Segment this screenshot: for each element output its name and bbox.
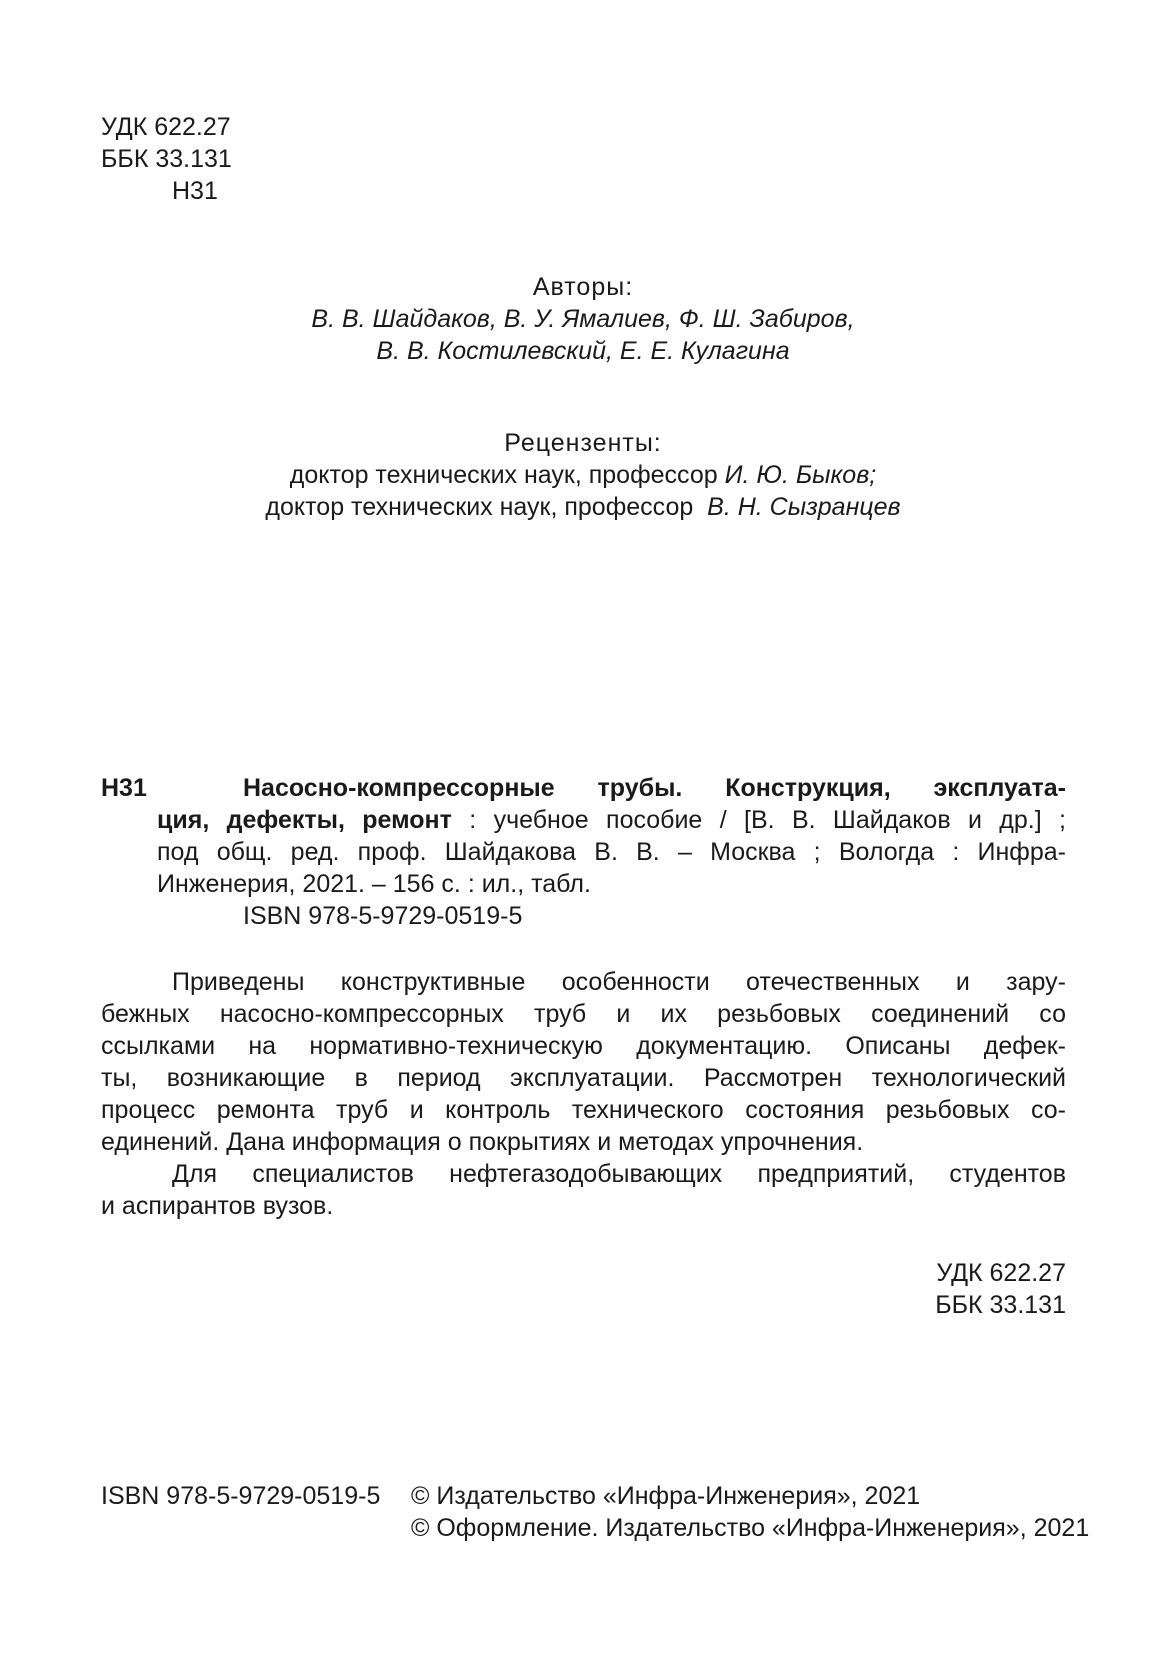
abstract-line: единений. Дана информация о покрытиях и методах упрочнения. (101, 1128, 864, 1156)
authors-block (0, 271, 1166, 367)
reviewers-label: Рецензенты: (504, 429, 662, 457)
audience-line-1: Для специалистов нефтегазодобывающих предприятий, студентов (172, 1160, 1066, 1188)
biblio-type: : учебное пособие / [В. В. Шайдаков и др.] ; (451, 806, 1066, 834)
abstract-line: Приведены конструктивные особенности отечественных и зару- (172, 968, 1066, 996)
audience-line-2: и аспирантов вузов. (101, 1192, 334, 1220)
bibliographic-record (101, 772, 1066, 932)
copyright-publisher: © Издательство «Инфра-Инженерия», 2021 (411, 1482, 921, 1510)
author-code: Н31 (172, 177, 218, 205)
udk-code: УДК 622.27 (101, 113, 231, 141)
abstract (101, 966, 1066, 1222)
reviewers-block (0, 427, 1166, 523)
biblio-isbn: ISBN 978-5-9729-0519-5 (243, 902, 523, 930)
reviewer-1-name: И. Ю. Быков; (724, 461, 877, 489)
authors-line-2: В. В. Костилевский, Е. Е. Кулагина (376, 337, 790, 365)
bibliographic-code: Н31 (101, 774, 147, 802)
biblio-line-2 (157, 804, 1066, 836)
abstract-line: бежных насосно-компрессорных труб и их резьбовых соединений со (101, 1000, 1066, 1028)
footer-isbn: ISBN 978-5-9729-0519-5 (101, 1482, 381, 1510)
classification-block-top (101, 111, 232, 207)
bbk-code: ББК 33.131 (101, 145, 232, 173)
reviewer-2 (0, 491, 1166, 523)
biblio-title-line-1: Насосно-компрессорные трубы. Конструкция, эксплуата- (243, 774, 1066, 802)
authors-label: Авторы: (532, 273, 634, 301)
biblio-line-3: под общ. ред. проф. Шайдакова В. В. – Москва ; Вологда : Инфра- (157, 838, 1066, 866)
biblio-title-end: ция, дефекты, ремонт (157, 806, 452, 834)
reviewer-1-title: доктор технических наук, профессор (289, 461, 725, 489)
abstract-line: ссылками на нормативно-техническую документацию. Описаны дефек- (101, 1032, 1066, 1060)
biblio-line-4: Инженерия, 2021. – 156 с. : ил., табл. (157, 870, 591, 898)
classification-block-bottom (850, 1257, 1066, 1321)
udk-code-bottom: УДК 622.27 (936, 1259, 1066, 1287)
copyright-lines (411, 1480, 1089, 1544)
reviewer-1 (0, 459, 1166, 491)
copyright-design: © Оформление. Издательство «Инфра-Инженерия», 2021 (411, 1514, 1090, 1542)
abstract-line: ты, возникающие в период эксплуатации. Рассмотрен технологический (101, 1064, 1066, 1092)
bbk-code-bottom: ББК 33.131 (935, 1291, 1066, 1319)
abstract-line: процесс ремонта труб и контроль технического состояния резьбовых со- (101, 1096, 1066, 1124)
reviewer-2-name: В. Н. Сызранцев (707, 493, 901, 521)
authors-line-1: В. В. Шайдаков, В. У. Ямалиев, Ф. Ш. Забиров, (311, 305, 855, 333)
reviewer-2-title: доктор технических наук, профессор (265, 493, 708, 521)
